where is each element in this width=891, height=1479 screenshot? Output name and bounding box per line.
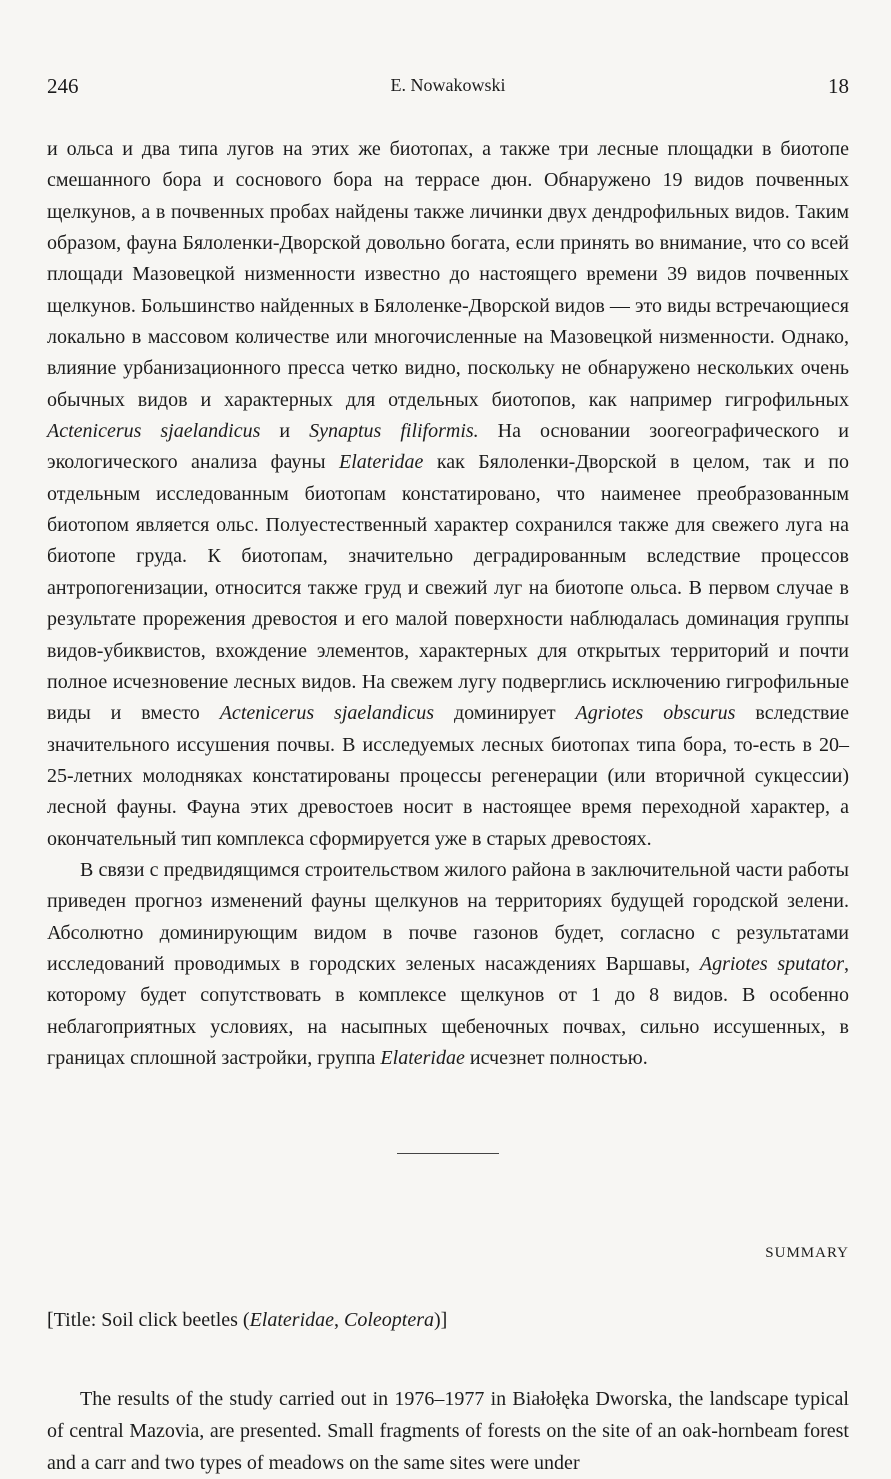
text-run: исчезнет полностью. — [464, 1046, 648, 1069]
italic-term: Synaptus filiformis. — [309, 420, 479, 443]
italic-term: Agriotes obscurus — [575, 702, 736, 725]
page-number-left: 246 — [47, 74, 79, 98]
italic-term: Elateridae — [338, 451, 424, 474]
italic-term: Elateridae — [249, 1309, 335, 1332]
text-run: В связи с предвидящимся строительством жилого района в заключительной части работы приведен прогноз изменений фауны щелкунов на территориях будущей городской зелени. Абсолютно доминирующим видом в почве газонов будет, согласно с результатами исследований проводимых в городских зеленых насаждениях Варшавы, — [47, 858, 849, 975]
summary-title — [47, 1305, 849, 1336]
text-run: [Title: Soil click beetles ( — [47, 1309, 250, 1332]
running-header — [47, 72, 849, 106]
summary-heading: SUMMARY — [765, 1245, 849, 1262]
text-run: вследствие значительного иссушения почвы. В исследуемых лесных биотопах типа бора, то-есть в 20–25-летних молодняках констатированы процессы регенерации (или вторичной сукцессии) лесной фауны. Фауна этих древостоев носит в настоящее время переходной характер, а окончательный тип комплекса сформируется уже в старых древостоях. — [47, 702, 850, 850]
italic-term: Actenicerus sjaelandicus — [219, 702, 435, 725]
document-page — [47, 72, 849, 1479]
paragraph-ru-1 — [47, 134, 849, 855]
author-name: E. Nowakowski — [390, 75, 506, 95]
text-run: как Бялоленки-Дворской в целом, так и по отдельным исследованным биотопам констатировано, что наименее преобразованным биотопом является ольс. Полуестественный характер сохранился также для свежего луга на биотопе груда. К биотопам, значительно деградированным вследствие процессов антропогенизации, относится также груд и свежий луг на биотопе ольса. В первом случае в результате прорежения древостоя и его малой поверхности наблюдалась доминация группы видов-убиквистов, вхождение элементов, характерных для открытых территорий и почти полное исчезновение лесных видов. На свежем лугу подверглись исключению гигрофильные виды и вместо — [47, 451, 849, 725]
paragraph-ru-2 — [47, 855, 849, 1074]
paragraph-en-1 — [47, 1383, 849, 1479]
russian-text — [47, 134, 849, 1074]
section-divider — [397, 1153, 499, 1154]
italic-term: Coleoptera — [344, 1309, 435, 1332]
text-run: , которому будет сопутствовать в комплексе щелкунов от 1 до 8 видов. В особенно неблагоприятных условиях, на насыпных щебеночных почвах, сильно иссушенных, в границах сплошной застройки, группа — [47, 952, 849, 1069]
text-run: доминирует — [434, 702, 576, 725]
text-run: , — [334, 1309, 345, 1332]
text-run: и ольса и два типа лугов на этих же биотопах, а также три лесные площадки в биотопе смешанного бора и соснового бора на террасе дюн. Обнаружено 19 видов почвенных щелкунов, а в почвенных пробах найдены также личинки двух дендрофильных видов. Таким образом, фауна Бялоленки-Дворской довольно богата, если принять во внимание, что со всей площади Мазовецкой низменности известно до настоящего времени 39 видов почвенных щелкунов. Большинство найденных в Бялоленке-Дворской видов — это виды встречающиеся локально в массовом количестве или многочисленные на Мазовецкой низменности. Однако, влияние урбанизационного пресса четко видно, поскольку не обнаружено нескольких очень обычных видов и характерных для отдельных биотопов, как например гигрофильных — [47, 138, 849, 411]
english-summary — [47, 1383, 849, 1479]
italic-term: Elateridae — [380, 1046, 465, 1069]
text-run: )] — [434, 1309, 448, 1332]
italic-term: Agriotes sputator — [699, 952, 844, 975]
italic-term: Actenicerus sjaelandicus — [47, 420, 261, 443]
text-run: и — [260, 420, 310, 443]
text-run: На основании зоогеографического и экологического анализа фауны — [47, 420, 850, 474]
page-number-right: 18 — [828, 74, 849, 98]
text-run: The results of the study carried out in 1976–1977 in Białołęka Dworska, the landscape typical of central Mazovia, are presented. Small fragments of forests on the site of an oak-hornbeam forest and a carr and two types of meadows on the same sites were under — [47, 1387, 849, 1474]
